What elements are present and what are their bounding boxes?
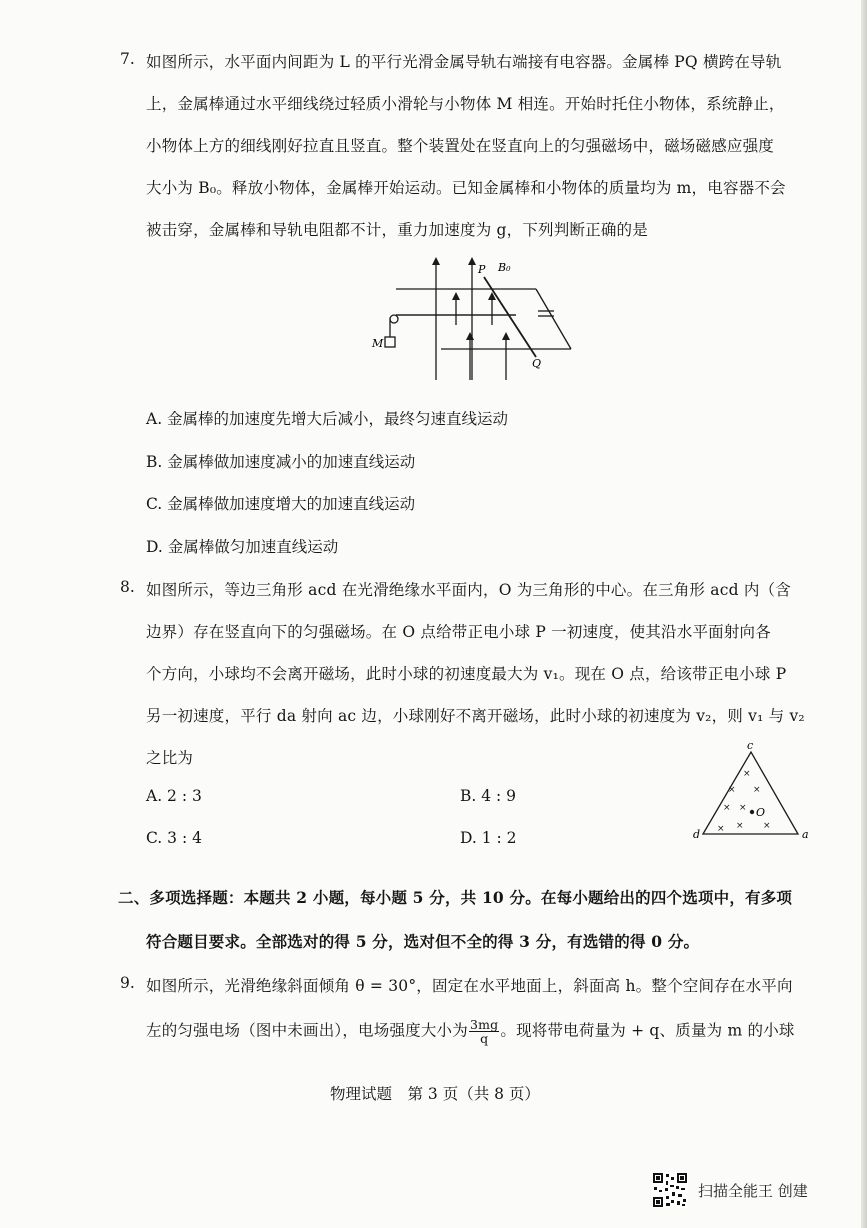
option-b: B. 金属棒做加速度减小的加速直线运动	[146, 453, 416, 471]
question-text-line: 如图所示，光滑绝缘斜面倾角 θ = 30°，固定在水平地面上，斜面高 h。整个空间存在水平向	[146, 977, 793, 995]
triangle-figure	[690, 738, 815, 843]
section-title: 符合题目要求。全部选对的得 5 分，选对但不全的得 3 分，有选错的得 0 分。	[146, 932, 700, 951]
label-d: d	[693, 828, 701, 841]
label-o: O	[756, 806, 766, 819]
question-number: 9.	[120, 974, 135, 992]
question-text-line: 小物体上方的细线刚好拉直且竖直。整个装置处在竖直向上的匀强磁场中，磁场磁感应强度	[146, 137, 775, 155]
label-a: a	[802, 828, 809, 841]
option-a: A. 2 : 3	[146, 787, 202, 805]
question-text-line: 另一初速度，平行 da 射向 ac 边，小球刚好不离开磁场，此时小球的初速度为 v₂，则 v₁ 与 v₂	[146, 707, 805, 725]
scanner-watermark: 扫描全能王 创建	[698, 1182, 808, 1200]
question-text-line	[146, 1018, 795, 1045]
text-fragment: 左的匀强电场（图中未画出），电场强度大小为	[146, 1021, 468, 1040]
option-a: A. 金属棒的加速度先增大后减小，最终匀速直线运动	[146, 410, 509, 428]
svg-text:×: ×	[739, 803, 747, 813]
question-text-line: 被击穿，金属棒和导轨电阻都不计，重力加速度为 g，下列判断正确的是	[146, 221, 648, 239]
option-d: D. 金属棒做匀加速直线运动	[146, 538, 339, 556]
question-text-line: 大小为 B₀。释放小物体，金属棒开始运动。已知金属棒和小物体的质量均为 m，电容器不会	[146, 179, 786, 197]
question-number: 7.	[120, 50, 135, 68]
label-c: c	[747, 739, 754, 752]
question-text-line: 上，金属棒通过水平细线绕过轻质小滑轮与小物体 M 相连。开始时托住小物体，系统静止，	[146, 95, 785, 113]
svg-text:×: ×	[728, 785, 736, 795]
section-title: 二、多项选择题：本题共 2 小题，每小题 5 分，共 10 分。在每小题给出的四个选项中，有多项	[118, 888, 793, 907]
question-text-line: 个方向，小球均不会离开磁场，此时小球的初速度最大为 v₁。现在 O 点，给该带正电小球 P	[146, 665, 787, 683]
fraction-numerator: 3mg	[469, 1017, 499, 1032]
label-q: Q	[532, 357, 542, 370]
question-text-line: 之比为	[146, 749, 194, 767]
question-text-line: 边界）存在竖直向下的匀强磁场。在 O 点给带正电小球 P 一初速度，使其沿水平面射向各	[146, 623, 771, 641]
option-d: D. 1 : 2	[460, 829, 517, 847]
rail-capacitor-figure	[366, 255, 576, 385]
option-c: C. 3 : 4	[146, 829, 202, 847]
page-footer: 物理试题 第 3 页（共 8 页）	[330, 1085, 540, 1103]
question-number: 8.	[120, 578, 135, 596]
label-b0: B₀	[498, 261, 511, 274]
svg-text:×: ×	[753, 785, 761, 795]
question-text-line: 如图所示，等边三角形 acd 在光滑绝缘水平面内，O 为三角形的中心。在三角形 acd 内（含	[146, 581, 791, 599]
label-p: P	[478, 263, 486, 276]
svg-text:×: ×	[717, 824, 725, 834]
fraction	[469, 1018, 499, 1045]
page-edge-shadow	[861, 0, 867, 1228]
svg-text:×: ×	[736, 821, 744, 831]
fraction-denominator: q	[480, 1031, 489, 1046]
svg-text:×: ×	[763, 821, 771, 831]
svg-text:×: ×	[723, 803, 731, 813]
option-b: B. 4 : 9	[460, 787, 517, 805]
option-c: C. 金属棒做加速度增大的加速直线运动	[146, 495, 416, 513]
svg-text:×: ×	[743, 769, 751, 779]
label-m: M	[372, 337, 384, 350]
qr-code-icon	[652, 1172, 688, 1208]
question-text-line: 如图所示，水平面内间距为 L 的平行光滑金属导轨右端接有电容器。金属棒 PQ 横跨在导轨	[146, 53, 782, 71]
text-fragment: 。现将带电荷量为 + q、质量为 m 的小球	[500, 1021, 795, 1040]
